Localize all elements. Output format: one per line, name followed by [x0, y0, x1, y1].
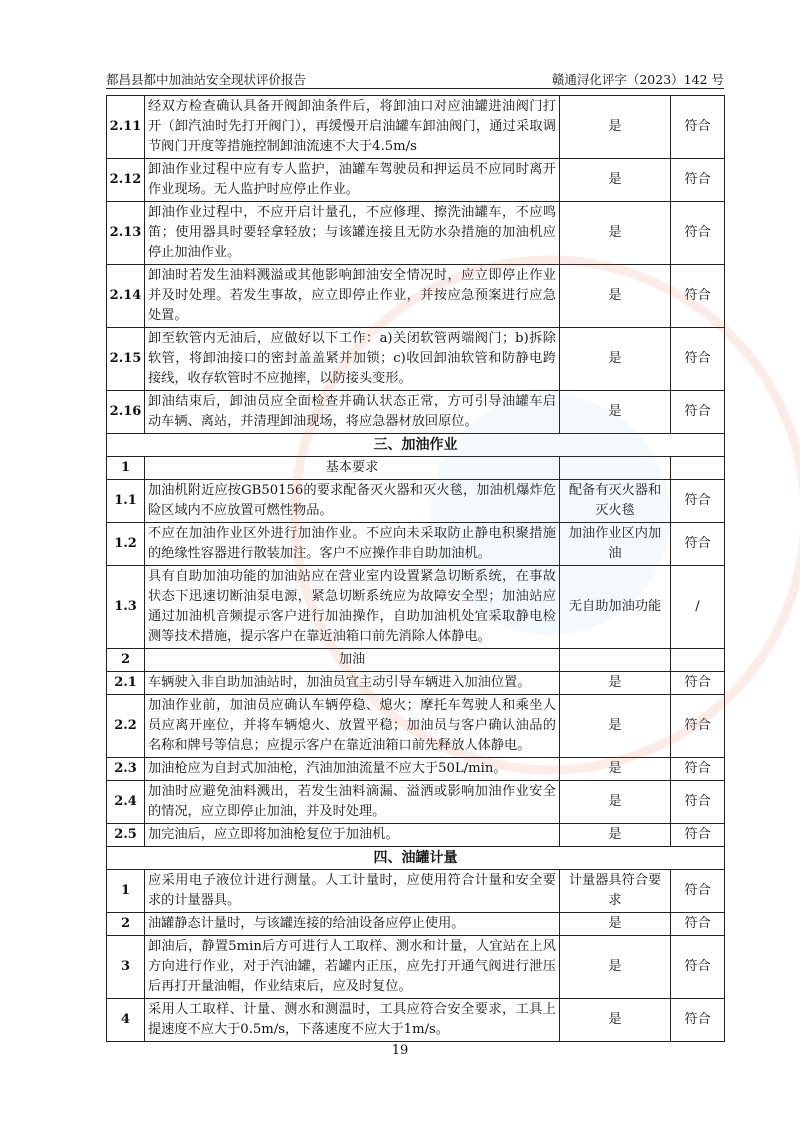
table-row	[107, 328, 725, 391]
item-conclusion: 符合	[671, 391, 725, 434]
item-result: 是	[560, 824, 671, 847]
subsection-label: 基本要求	[145, 457, 560, 480]
subsection-number: 2	[107, 649, 145, 672]
item-conclusion: 符合	[671, 695, 725, 758]
item-result: 配备有灭火器和灭火毯	[560, 480, 671, 523]
item-number: 1.3	[107, 566, 145, 649]
item-conclusion: /	[671, 566, 725, 649]
report-number: 赣通浔化评字（2023）142 号	[551, 72, 724, 87]
empty-cell	[560, 649, 671, 672]
table-row	[107, 202, 725, 265]
item-requirement: 卸油后，静置5min后方可进行人工取样、测水和计量，人宜站在上风方向进行作业，对于汽油罐，若罐内正压，应先打开通气阀进行泄压后再打开量油帽，作业结束后，应及时复位。	[145, 936, 560, 999]
item-number: 2.2	[107, 695, 145, 758]
item-requirement: 采用人工取样、计量、测水和测温时，工具应符合安全要求，工具上提速度不应大于0.5m/s，下落速度不应大于1m/s。	[145, 999, 560, 1042]
item-conclusion: 符合	[671, 96, 725, 159]
section-row	[107, 847, 725, 870]
item-number: 2.13	[107, 202, 145, 265]
item-requirement: 卸油作业过程中应有专人监护，油罐车驾驶员和押运员不应同时离开作业现场。无人监护时应停止作业。	[145, 159, 560, 202]
item-conclusion: 符合	[671, 202, 725, 265]
item-number: 3	[107, 936, 145, 999]
subsection-row	[107, 457, 725, 480]
item-number: 2.5	[107, 824, 145, 847]
table-row	[107, 672, 725, 695]
item-requirement: 不应在加油作业区外进行加油作业。不应向未采取防止静电积聚措施的绝缘性容器进行散装加注。客户不应操作非自助加油机。	[145, 523, 560, 566]
item-requirement: 卸油结束后，卸油员应全面检查并确认状态正常，方可引导油罐车启动车辆、离站，并清理卸油现场，将应急器材放回原位。	[145, 391, 560, 434]
item-number: 1	[107, 870, 145, 913]
table-row	[107, 913, 725, 936]
evaluation-table	[106, 95, 725, 1042]
item-number: 4	[107, 999, 145, 1042]
item-result: 加油作业区内加油	[560, 523, 671, 566]
item-requirement: 加油机附近应按GB50156的要求配备灭火器和灭火毯，加油机爆炸危险区域内不应放置可燃性物品。	[145, 480, 560, 523]
table-row	[107, 999, 725, 1042]
item-result: 是	[560, 202, 671, 265]
section-title: 四、油罐计量	[107, 847, 725, 870]
item-number: 2.11	[107, 96, 145, 159]
item-conclusion: 符合	[671, 913, 725, 936]
section-row	[107, 434, 725, 457]
item-conclusion: 符合	[671, 936, 725, 999]
item-number: 2.12	[107, 159, 145, 202]
item-result: 无自助加油功能	[560, 566, 671, 649]
table-row	[107, 523, 725, 566]
page-number: 19	[391, 1043, 409, 1058]
item-result: 是	[560, 695, 671, 758]
item-result: 是	[560, 672, 671, 695]
item-number: 1.2	[107, 523, 145, 566]
table-row	[107, 391, 725, 434]
item-requirement: 加油作业前，加油员应确认车辆停稳、熄火；摩托车驾驶人和乘坐人员应离开座位，并将车辆熄火、放置平稳；加油员与客户确认油品的名称和牌号等信息；应提示客户在靠近油箱口前先释放人体静电。	[145, 695, 560, 758]
item-requirement: 具有自助加油功能的加油站应在营业室内设置紧急切断系统，在事故状态下迅速切断油泵电源，紧急切断系统应为故障安全型；加油站应通过加油机音频提示客户进行加油操作，自助加油机处宜采取静电检测等技术措施，提示客户在靠近油箱口前先消除人体静电。	[145, 566, 560, 649]
table-row	[107, 824, 725, 847]
item-conclusion: 符合	[671, 328, 725, 391]
item-conclusion: 符合	[671, 758, 725, 781]
table-row	[107, 781, 725, 824]
item-number: 2.15	[107, 328, 145, 391]
item-requirement: 油罐静态计量时，与该罐连接的给油设备应停止使用。	[145, 913, 560, 936]
item-conclusion: 符合	[671, 824, 725, 847]
item-result: 是	[560, 913, 671, 936]
item-number: 2.14	[107, 265, 145, 328]
report-title: 都昌县都中加油站安全现状评价报告	[106, 72, 307, 87]
item-result: 是	[560, 936, 671, 999]
table-row	[107, 758, 725, 781]
item-requirement: 车辆驶入非自助加油站时，加油员宜主动引导车辆进入加油位置。	[145, 672, 560, 695]
item-result: 是	[560, 159, 671, 202]
table-row	[107, 480, 725, 523]
table-row	[107, 566, 725, 649]
item-requirement: 卸油作业过程中，不应开启计量孔，不应修理、擦洗油罐车，不应鸣笛；使用器具时要轻拿轻放；与该罐连接且无防水杂措施的加油机应停止加油作业。	[145, 202, 560, 265]
item-requirement: 经双方检查确认具备开阀卸油条件后，将卸油口对应油罐进油阀门打开（卸汽油时先打开阀门），再缓慢开启油罐车卸油阀门，通过采取调节阀门开度等措施控制卸油流速不大于4.5m/s	[145, 96, 560, 159]
subsection-row	[107, 649, 725, 672]
item-conclusion: 符合	[671, 781, 725, 824]
item-result: 是	[560, 328, 671, 391]
empty-cell	[560, 457, 671, 480]
item-conclusion: 符合	[671, 999, 725, 1042]
item-conclusion: 符合	[671, 265, 725, 328]
item-result: 是	[560, 758, 671, 781]
item-requirement: 加完油后，应立即将加油枪复位于加油机。	[145, 824, 560, 847]
table-row	[107, 870, 725, 913]
item-result: 是	[560, 781, 671, 824]
item-result: 是	[560, 96, 671, 159]
item-conclusion: 符合	[671, 523, 725, 566]
table-row	[107, 695, 725, 758]
table-row	[107, 265, 725, 328]
item-conclusion: 符合	[671, 159, 725, 202]
item-conclusion: 符合	[671, 672, 725, 695]
item-result: 是	[560, 391, 671, 434]
item-requirement: 应采用电子液位计进行测量。人工计量时，应使用符合计量和安全要求的计量器具。	[145, 870, 560, 913]
item-requirement: 卸油时若发生油料溅溢或其他影响卸油安全情况时，应立即停止作业并及时处理。若发生事故，应立即停止作业，并按应急预案进行应急处置。	[145, 265, 560, 328]
item-result: 计量器具符合要求	[560, 870, 671, 913]
empty-cell	[671, 457, 725, 480]
item-result: 是	[560, 999, 671, 1042]
item-number: 2	[107, 913, 145, 936]
item-number: 2.3	[107, 758, 145, 781]
item-conclusion: 符合	[671, 480, 725, 523]
item-result: 是	[560, 265, 671, 328]
page-header	[106, 68, 724, 89]
item-requirement: 卸至软管内无油后，应做好以下工作：a)关闭软管两端阀门；b)拆除软管，将卸油接口的密封盖盖紧并加锁；c)收回卸油软管和防静电跨接线，收存软管时不应抛摔，以防接头变形。	[145, 328, 560, 391]
item-requirement: 加油时应避免油料溅出，若发生油料滴漏、溢洒或影响加油作业安全的情况，应立即停止加油，并及时处理。	[145, 781, 560, 824]
item-number: 2.1	[107, 672, 145, 695]
empty-cell	[671, 649, 725, 672]
subsection-number: 1	[107, 457, 145, 480]
subsection-label: 加油	[145, 649, 560, 672]
item-number: 1.1	[107, 480, 145, 523]
table-row	[107, 159, 725, 202]
item-number: 2.16	[107, 391, 145, 434]
item-requirement: 加油枪应为自封式加油枪，汽油加油流量不应大于50L/min。	[145, 758, 560, 781]
item-number: 2.4	[107, 781, 145, 824]
section-title: 三、加油作业	[107, 434, 725, 457]
item-conclusion: 符合	[671, 870, 725, 913]
table-row	[107, 936, 725, 999]
table-row	[107, 96, 725, 159]
